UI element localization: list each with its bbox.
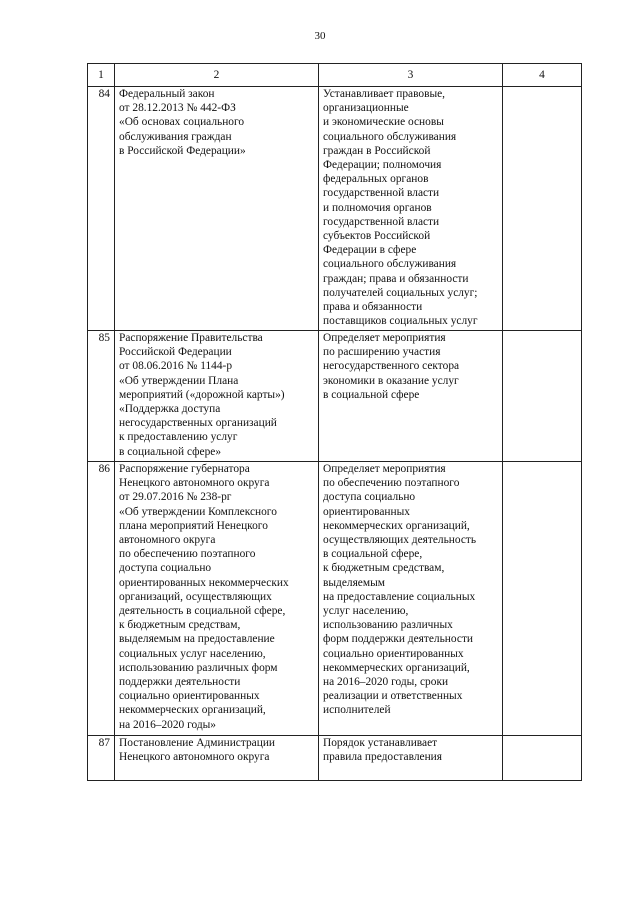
text-line: социально ориентированных [323,647,464,660]
text-line: от 29.07.2016 № 238-рг [119,491,232,504]
text-line: в Российской Федерации» [119,144,246,157]
text-line: и полномочия органов [323,201,432,214]
text-line: «Об утверждении Плана [119,374,239,387]
text-line: по обеспечению поэтапного [119,548,256,561]
document-title-cell [115,736,319,781]
text-line: государственной власти [323,187,440,200]
text-line: в социальной сфере [323,388,420,401]
text-line: на предоставление социальных [323,590,476,603]
text-line: использованию различных [323,619,453,632]
text-line: негосударственного сектора [323,360,460,373]
text-line: ориентированных [323,505,410,518]
table-row [88,736,582,781]
row-number: 87 [88,736,115,781]
text-line: обслуживания граждан [119,130,232,143]
text-line: экономики в оказание услуг [323,374,459,387]
text-line: Устанавливает правовые, [323,88,446,100]
description-cell [319,87,503,331]
column-header: 4 [503,64,582,87]
text-line: Распоряжение Правительства [119,332,263,344]
column-header: 1 [88,64,115,87]
text-line: на 2016–2020 годы» [119,718,217,731]
text-line: «Об утверждении Комплексного [119,505,277,518]
text-line: Федерации; полномочия [323,159,442,172]
text-line: социального обслуживания [323,258,457,271]
notes-cell [503,736,582,781]
text-line: Определяет мероприятия [323,332,446,344]
text-line: к предоставлению услуг [119,431,238,444]
text-line: государственной власти [323,215,440,228]
text-line: некоммерческих организаций, [119,704,266,717]
row-number: 86 [88,462,115,736]
text-line: некоммерческих организаций, [323,661,470,674]
table-row [88,331,582,462]
notes-cell [503,87,582,331]
text-line: и экономические основы [323,116,444,129]
text-line: «Поддержка доступа [119,403,221,416]
text-line: правила предоставления [323,751,443,764]
text-line: Федерации в сфере [323,244,417,257]
text-line: ориентированных некоммерческих [119,576,289,589]
text-line: выделяемым на предоставление [119,633,275,646]
row-number: 85 [88,331,115,462]
text-line: Постановление Администрации [119,737,276,749]
text-line: выделяемым [323,576,385,589]
text-line: Ненецкого автономного округа [119,477,270,490]
document-table [87,63,582,781]
document-title-cell [115,87,319,331]
description-cell [319,331,503,462]
text-line: Ненецкого автономного округа [119,751,270,764]
text-line: плана мероприятий Ненецкого [119,519,268,532]
text-line: организационные [323,102,409,115]
text-line: от 08.06.2016 № 1144-р [119,360,233,373]
text-line: реализации и ответственных [323,690,463,703]
text-line: Определяет мероприятия [323,463,446,475]
document-title-cell [115,462,319,736]
text-line: права и обязанности [323,301,423,314]
text-line: Российской Федерации [119,346,232,359]
text-line: Порядок устанавливает [323,737,438,749]
table-row [88,462,582,736]
column-header: 2 [115,64,319,87]
notes-cell [503,462,582,736]
row-number: 84 [88,87,115,331]
text-line: деятельность в социальной сфере, [119,605,286,618]
text-line: по обеспечению поэтапного [323,477,460,490]
text-line: доступа социально [119,562,212,575]
text-line: «Об основах социального [119,116,245,129]
text-line: на 2016–2020 годы, сроки [323,676,449,689]
text-line: организаций, осуществляющих [119,590,272,603]
text-line: в социальной сфере, [323,548,423,561]
text-line: граждан в Российской [323,144,431,157]
text-line: субъектов Российской [323,230,431,243]
text-line: осуществляющих деятельность [323,534,477,547]
text-line: Распоряжение губернатора [119,463,250,475]
text-line: к бюджетным средствам, [323,562,445,575]
notes-cell [503,331,582,462]
text-line: использованию различных форм [119,661,278,674]
text-line: негосударственных организаций [119,417,277,430]
text-line: исполнителей [323,704,391,717]
text-line: социально ориентированных [119,690,260,703]
text-line: граждан; права и обязанности [323,272,469,285]
document-title-cell [115,331,319,462]
text-line: автономного округа [119,534,216,547]
text-line: от 28.12.2013 № 442-ФЗ [119,102,236,115]
text-line: услуг населению, [323,605,409,618]
description-cell [319,462,503,736]
text-line: по расширению участия [323,346,441,359]
table-row [88,87,582,331]
text-line: социального обслуживания [323,130,457,143]
text-line: к бюджетным средствам, [119,619,241,632]
text-line: федеральных органов [323,173,429,186]
text-line: мероприятий («дорожной карты») [119,388,285,401]
text-line: форм поддержки деятельности [323,633,474,646]
text-line: поддержки деятельности [119,676,241,689]
text-line: получателей социальных услуг; [323,286,478,299]
description-cell [319,736,503,781]
text-line: социальных услуг населению, [119,647,266,660]
text-line: в социальной сфере» [119,445,222,458]
table-header-row [88,64,582,87]
text-line: Федеральный закон [119,88,215,100]
page-number: 30 [314,30,326,42]
text-line: некоммерческих организаций, [323,519,470,532]
text-line: поставщиков социальных услуг [323,315,478,328]
column-header: 3 [319,64,503,87]
text-line: доступа социально [323,491,416,504]
